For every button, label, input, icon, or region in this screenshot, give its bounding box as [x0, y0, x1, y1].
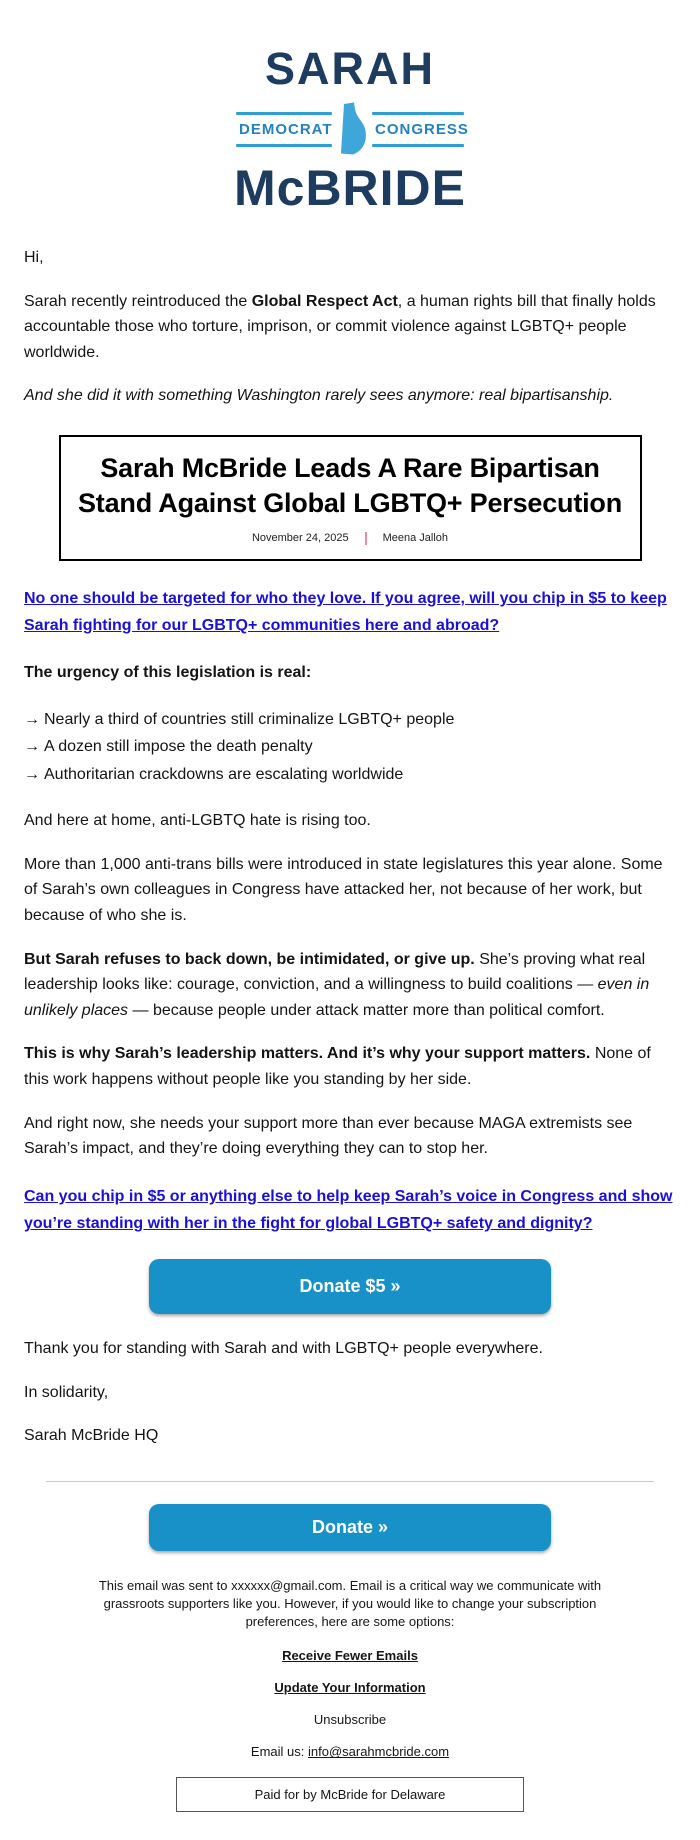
unsubscribe-link[interactable]: Unsubscribe	[313, 1712, 387, 1728]
receive-fewer-emails-link[interactable]: Receive Fewer Emails	[282, 1648, 418, 1664]
delaware-state-icon	[337, 102, 367, 156]
urgency-bullet-list	[24, 706, 676, 789]
email-us-link[interactable]: info@sarahmcbride.com	[307, 1744, 450, 1760]
signature: Sarah McBride HQ	[24, 1427, 159, 1445]
paragraph-leadership-matters: This is why Sarah’s leadership matters. And it’s why your support matters. None of this work happens without people like you standing by her side.	[24, 1045, 651, 1089]
email-main-content	[0, 213, 700, 1449]
arrow-icon: →	[24, 710, 40, 728]
logo-rule-top-right	[372, 112, 464, 115]
paragraph-home-hate: And here at home, anti-LGBTQ hate is rising too.	[24, 812, 371, 830]
paragraph-refuses-to-back-down: But Sarah refuses to back down, be intimidated, or give up. She’s proving what real leadership looks like: courage, conviction, and a willingness to build coalitions — even in unlikely places — because people under attack matter more than political comfort.	[24, 950, 650, 1019]
paragraph-bipartisanship: And she did it with something Washington rarely sees anymore: real bipartisanship.	[24, 387, 614, 405]
list-item: → A dozen still impose the death penalty	[24, 738, 313, 756]
arrow-icon: →	[24, 738, 40, 756]
global-respect-act-bold: Global Respect Act	[251, 292, 398, 310]
news-headline-card	[59, 435, 642, 561]
logo-last-name: McBRIDE	[233, 160, 467, 216]
logo-first-name: SARAH	[264, 43, 435, 94]
donate-ask-link-1[interactable]: No one should be targeted for who they love. If you agree, will you chip in $5 to keep Sarah fighting for our LGBTQ+ communities here and abroad?	[24, 589, 667, 634]
news-headline-title: Sarah McBride Leads A Rare Bipartisan Stand Against Global LGBTQ+ Persecution	[77, 452, 623, 519]
news-date: November 24, 2025	[251, 532, 349, 545]
donate-5-button[interactable]: Donate $5 »	[149, 1259, 551, 1314]
campaign-logo	[0, 0, 700, 216]
paid-for-disclaimer: Paid for by McBride for Delaware	[176, 1777, 524, 1812]
list-item: → Nearly a third of countries still criminalize LGBTQ+ people	[24, 710, 455, 728]
logo-congress-label: CONGRESS	[375, 120, 469, 138]
greeting: Hi,	[24, 249, 44, 266]
urgency-heading: The urgency of this legislation is real:	[24, 664, 312, 682]
footer-divider	[46, 1481, 654, 1482]
update-your-information-link[interactable]: Update Your Information	[274, 1680, 426, 1696]
logo-democrat-label: DEMOCRAT	[239, 120, 333, 138]
paragraph-anti-trans-bills: More than 1,000 anti-trans bills were introduced in state legislatures this year alone. Some of Sarah’s own colleagues in Congress have attacked her, not because of her work, but because of who she is.	[24, 855, 663, 925]
byline-separator	[365, 532, 367, 545]
news-author: Meena Jalloh	[382, 532, 449, 545]
paragraph-maga-extremists: And right now, she needs your support more than ever because MAGA extremists see Sarah’s impact, and they’re doing everything they can to stop her.	[24, 1114, 633, 1158]
logo-rule-bottom-right	[372, 144, 464, 147]
donate-button[interactable]: Donate »	[149, 1504, 551, 1551]
logo-rule-top-left	[236, 112, 332, 115]
list-item: → Authoritarian crackdowns are escalating worldwide	[24, 765, 404, 783]
donate-ask-link-2[interactable]: Can you chip in $5 or anything else to help keep Sarah’s voice in Congress and show you’re standing with her in the fight for global LGBTQ+ safety and dignity?	[24, 1187, 673, 1232]
subscription-disclaimer: This email was sent to xxxxxx@gmail.com. Email is a critical way we communicate with grassroots supporters like you. However, if you would like to change your subscription preferences, here are some options:	[98, 1577, 602, 1630]
logo-rule-bottom-left	[236, 144, 332, 147]
signoff: In solidarity,	[24, 1383, 109, 1401]
paragraph-thank-you: Thank you for standing with Sarah and with LGBTQ+ people everywhere.	[24, 1339, 543, 1357]
email-us-label: Email us:	[250, 1744, 308, 1760]
logo-middle-band	[0, 100, 700, 158]
news-byline	[69, 530, 632, 548]
arrow-icon: →	[24, 765, 40, 783]
paragraph-global-respect-act: Sarah recently reintroduced the Global Respect Act, a human rights bill that finally holds accountable those who torture, imprison, or commit violence against LGBTQ+ people worldwide.	[24, 292, 656, 361]
